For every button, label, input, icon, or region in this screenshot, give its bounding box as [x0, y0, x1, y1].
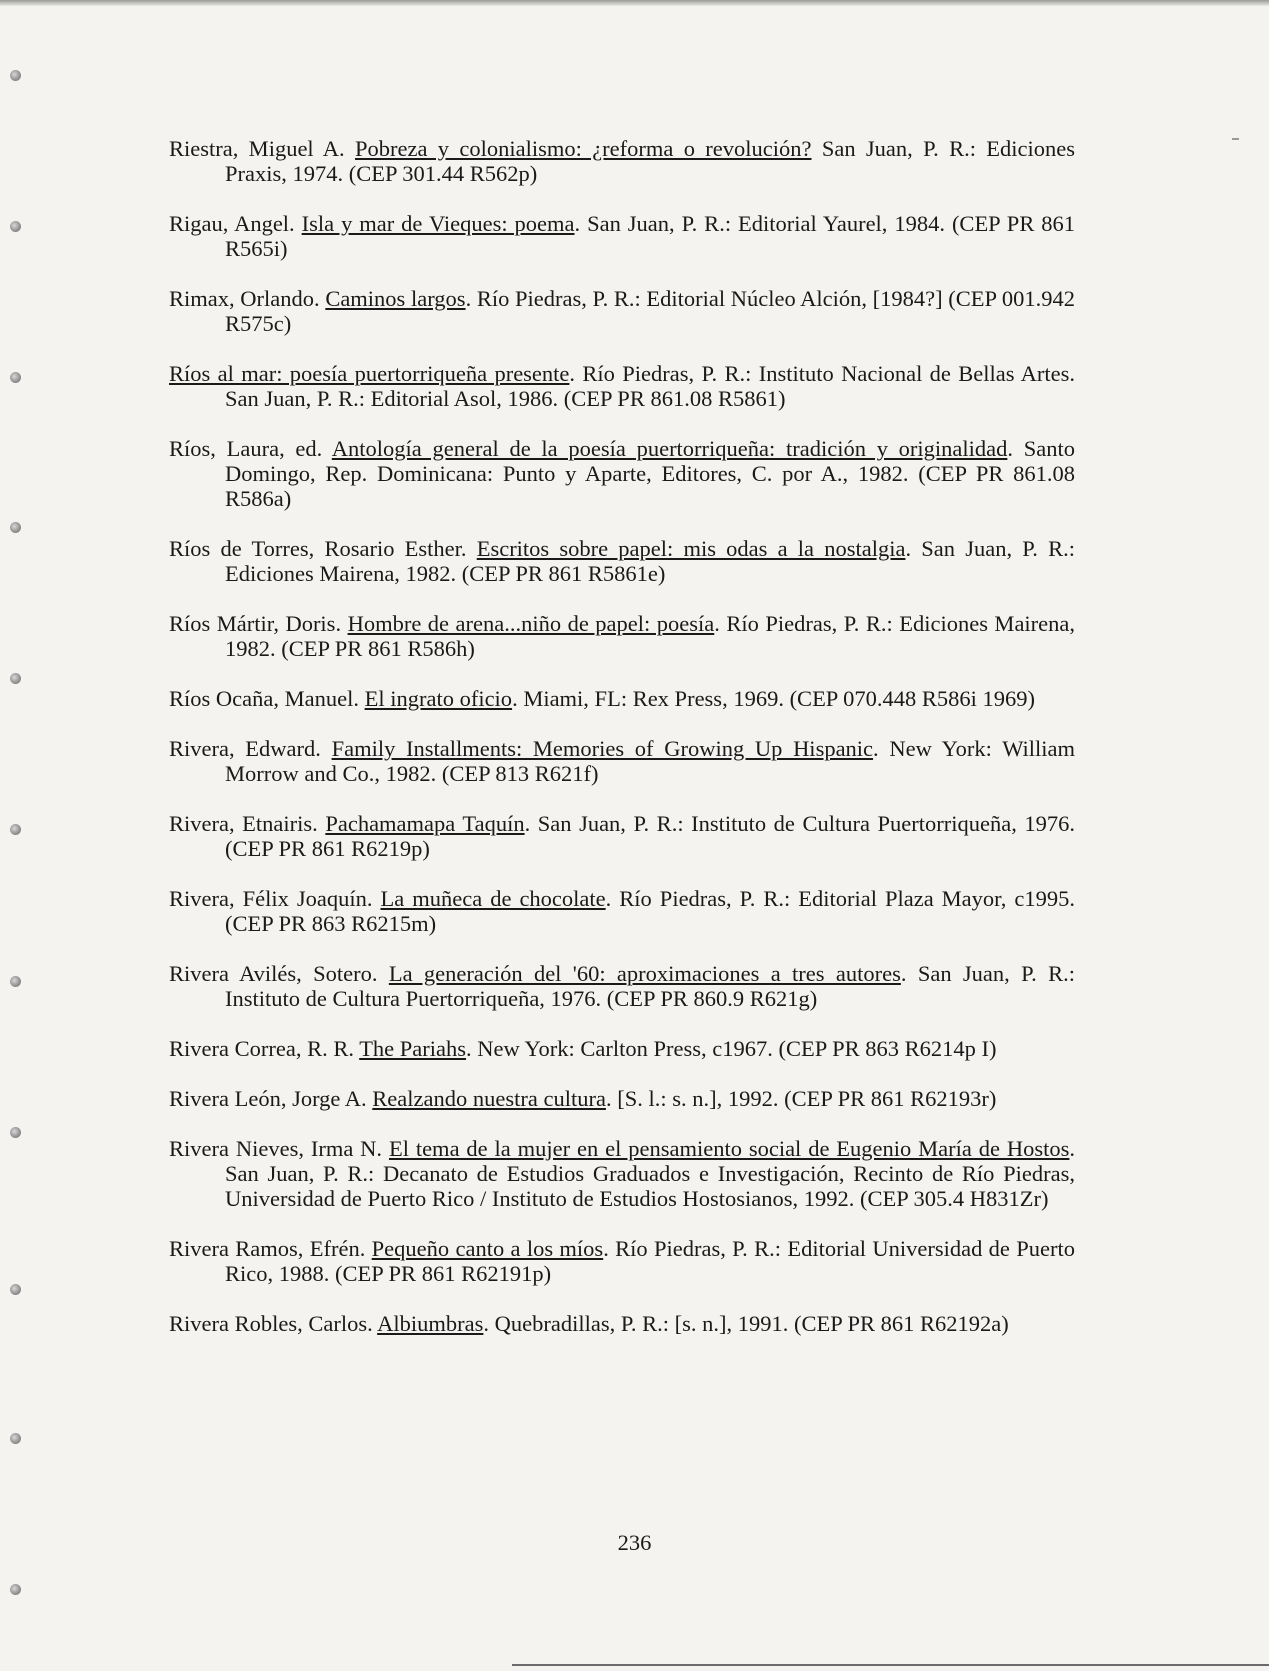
bibliography-entry: Rimax, Orlando. Caminos largos. Río Piedras, P. R.: Editorial Núcleo Alción, [1984?] (CEP 001.942 R575c) [169, 286, 1076, 336]
binder-hole-icon [10, 1127, 21, 1138]
bibliography-entry: Rivera Robles, Carlos. Albiumbras. Quebradillas, P. R.: [s. n.], 1991. (CEP PR 861 R62192a) [169, 1311, 1009, 1336]
entry-title: Isla y mar de Vieques: poema [301, 211, 575, 236]
binder-hole-icon [10, 1584, 21, 1595]
entry-title: Family Installments: Memories of Growing Up Hispanic [331, 736, 874, 761]
entry-title: El ingrato oficio [364, 686, 513, 711]
bibliography-entry: Rivera, Etnairis. Pachamamapa Taquín. San Juan, P. R.: Instituto de Cultura Puertorriqueña, 1976. (CEP PR 861 R6219p) [169, 811, 1076, 861]
entry-author: Rivera Ramos, Efrén. [169, 1236, 366, 1261]
entry-title: Albiumbras [377, 1311, 484, 1336]
entry-title: La muñeca de chocolate [380, 886, 606, 911]
bibliography-entry: Rivera Avilés, Sotero. La generación del '60: aproximaciones a tres autores. San Juan, P. R.: Instituto de Cultura Puertorriqueña, 1976. (CEP PR 860.9 R621g) [169, 961, 1076, 1011]
binder-hole-icon [10, 70, 21, 81]
entry-title: Escritos sobre papel: mis odas a la nostalgia [476, 536, 906, 561]
entry-details: Río Piedras, P. R.: Instituto Nacional de Bellas Artes. San Juan, P. R.: Editorial Asol, 1986. (CEP PR 861.08 R5861) [225, 361, 1075, 411]
entry-details: Río Piedras, P. R.: Ediciones Mairena, 1982. (CEP PR 861 R586h) [225, 611, 1076, 661]
entry-title: Antología general de la poesía puertorriqueña: tradición y originalidad [331, 436, 1008, 461]
entry-author: Rivera Avilés, Sotero. [169, 961, 378, 986]
bibliography-entry: Rigau, Angel. Isla y mar de Vieques: poema. San Juan, P. R.: Editorial Yaurel, 1984. (CEP PR 861 R565i) [169, 211, 1076, 261]
binder-hole-icon [10, 824, 21, 835]
bibliography-entry: Rivera Correa, R. R. The Pariahs. New York: Carlton Press, c1967. (CEP PR 863 R6214p I) [169, 1036, 997, 1061]
bibliography-entry: Rivera, Edward. Family Installments: Memories of Growing Up Hispanic. New York: William Morrow and Co., 1982. (CEP 813 R621f) [169, 736, 1076, 786]
entry-title: Pequeño canto a los míos [371, 1236, 604, 1261]
entry-title: Caminos largos [325, 286, 466, 311]
entry-author: Rivera Correa, R. R. [169, 1036, 354, 1061]
entry-details: Santo Domingo, Rep. Dominicana: Punto y Aparte, Editores, C. por A., 1982. (CEP PR 861.08 R586a) [225, 436, 1076, 511]
entry-author: Ríos, Laura, ed. [169, 436, 323, 461]
entry-details: Río Piedras, P. R.: Editorial Universidad de Puerto Rico, 1988. (CEP PR 861 R62191p) [225, 1236, 1075, 1286]
entry-title: Hombre de arena...niño de papel: poesía [347, 611, 715, 636]
entry-details: San Juan, P. R.: Editorial Yaurel, 1984. (CEP PR 861 R565i) [225, 211, 1076, 261]
bottom-scan-edge [512, 1664, 1269, 1666]
entry-details: San Juan, P. R.: Decanato de Estudios Graduados e Investigación, Recinto de Río Piedras, Universidad de Puerto Rico / Instituto de Estudios Hostosianos, 1992. (CEP 305.4 H831Zr) [225, 1161, 1075, 1211]
entry-author: Rivera Robles, Carlos. [169, 1311, 373, 1336]
bibliography-entry: Rivera León, Jorge A. Realzando nuestra cultura. [S. l.: s. n.], 1992. (CEP PR 861 R62193r) [169, 1086, 997, 1111]
entry-title: El tema de la mujer en el pensamiento social de Eugenio María de Hostos [388, 1136, 1070, 1161]
entry-details: San Juan, P. R.: Instituto de Cultura Puertorriqueña, 1976. (CEP PR 860.9 R621g) [225, 961, 1076, 1011]
entry-details: San Juan, P. R.: Instituto de Cultura Puertorriqueña, 1976. (CEP PR 861 R6219p) [225, 811, 1076, 861]
bibliography-entry: Rivera, Félix Joaquín. La muñeca de chocolate. Río Piedras, P. R.: Editorial Plaza Mayor, c1995. (CEP PR 863 R6215m) [169, 886, 1076, 936]
bibliography-entry: Rivera Nieves, Irma N. El tema de la mujer en el pensamiento social de Eugenio María de Hostos. San Juan, P. R.: Decanato de Estudios Graduados e Investigación, Recinto de Río Piedras, Universidad de Puerto Rico / Instituto de Estudios Hostosianos, 1992. (CEP 305.4 H831Zr) [169, 1136, 1076, 1211]
binder-hole-icon [10, 372, 21, 383]
entry-author: Rivera, Etnairis. [169, 811, 318, 836]
entry-details: Quebradillas, P. R.: [s. n.], 1991. (CEP PR 861 R62192a) [494, 1311, 1009, 1336]
entry-author: Ríos Mártir, Doris. [169, 611, 342, 636]
entry-author: Rivera, Edward. [169, 736, 321, 761]
bibliography-entry: Ríos Mártir, Doris. Hombre de arena...niño de papel: poesía. Río Piedras, P. R.: Ediciones Mairena, 1982. (CEP PR 861 R586h) [169, 611, 1076, 661]
entry-author: Rigau, Angel. [169, 211, 295, 236]
bibliography-list [169, 136, 1075, 1361]
entry-author: Ríos Ocaña, Manuel. [169, 686, 359, 711]
bibliography-entry: Ríos al mar: poesía puertorriqueña presente. Río Piedras, P. R.: Instituto Nacional de Bellas Artes. San Juan, P. R.: Editorial Asol, 1986. (CEP PR 861.08 R5861) [169, 361, 1075, 411]
entry-details: New York: Carlton Press, c1967. (CEP PR 863 R6214p I) [477, 1036, 997, 1061]
entry-details: Miami, FL: Rex Press, 1969. (CEP 070.448 R586i 1969) [523, 686, 1035, 711]
bibliography-entry [169, 136, 1075, 186]
binder-hole-icon [10, 522, 21, 533]
binder-hole-icon [10, 673, 21, 684]
bibliography-entry: Ríos, Laura, ed. Antología general de la poesía puertorriqueña: tradición y originalidad. Santo Domingo, Rep. Dominicana: Punto y Aparte, Editores, C. por A., 1982. (CEP PR 861.08 R586a) [169, 436, 1076, 511]
stray-mark [1232, 138, 1239, 140]
entry-author: Rivera León, Jorge A. [169, 1086, 367, 1111]
entry-title: Pobreza y colonialismo: ¿reforma o revolución? [355, 136, 812, 161]
binder-hole-icon [10, 976, 21, 987]
page-number: 236 [617, 1530, 652, 1555]
bibliography-entry: Ríos de Torres, Rosario Esther. Escritos sobre papel: mis odas a la nostalgia. San Juan, P. R.: Ediciones Mairena, 1982. (CEP PR 861 R5861e) [169, 536, 1076, 586]
entry-details: New York: William Morrow and Co., 1982. (CEP 813 R621f) [225, 736, 1076, 786]
entry-title: Pachamamapa Taquín [325, 811, 525, 836]
entry-details: San Juan, P. R.: Ediciones Praxis, 1974. (CEP 301.44 R562p) [225, 136, 1076, 186]
entry-author: Ríos de Torres, Rosario Esther. [169, 536, 467, 561]
entry-title: La generación del '60: aproximaciones a tres autores [388, 961, 901, 986]
entry-author: Riestra, Miguel A. [169, 136, 345, 161]
entry-title: Ríos al mar: poesía puertorriqueña presente [169, 361, 570, 386]
entry-author: Rivera, Félix Joaquín. [169, 886, 373, 911]
entry-details: [S. l.: s. n.], 1992. (CEP PR 861 R62193r) [617, 1086, 997, 1111]
binder-hole-icon [10, 1433, 21, 1444]
bibliography-entry: Ríos Ocaña, Manuel. El ingrato oficio. Miami, FL: Rex Press, 1969. (CEP 070.448 R586i 1969) [169, 686, 1035, 711]
entry-details: Río Piedras, P. R.: Editorial Núcleo Alción, [1984?] (CEP 001.942 R575c) [225, 286, 1076, 336]
entry-author: Rivera Nieves, Irma N. [169, 1136, 383, 1161]
entry-details: Río Piedras, P. R.: Editorial Plaza Mayor, c1995. (CEP PR 863 R6215m) [225, 886, 1076, 936]
entry-title: The Pariahs [359, 1036, 467, 1061]
binder-hole-icon [10, 1284, 21, 1295]
entry-details: San Juan, P. R.: Ediciones Mairena, 1982. (CEP PR 861 R5861e) [225, 536, 1076, 586]
entry-author: Rimax, Orlando. [169, 286, 320, 311]
entry-title: Realzando nuestra cultura [372, 1086, 606, 1111]
binder-hole-icon [10, 221, 21, 232]
top-scan-edge [0, 0, 1269, 6]
bibliography-entry: Rivera Ramos, Efrén. Pequeño canto a los míos. Río Piedras, P. R.: Editorial Universidad de Puerto Rico, 1988. (CEP PR 861 R62191p) [169, 1236, 1075, 1286]
